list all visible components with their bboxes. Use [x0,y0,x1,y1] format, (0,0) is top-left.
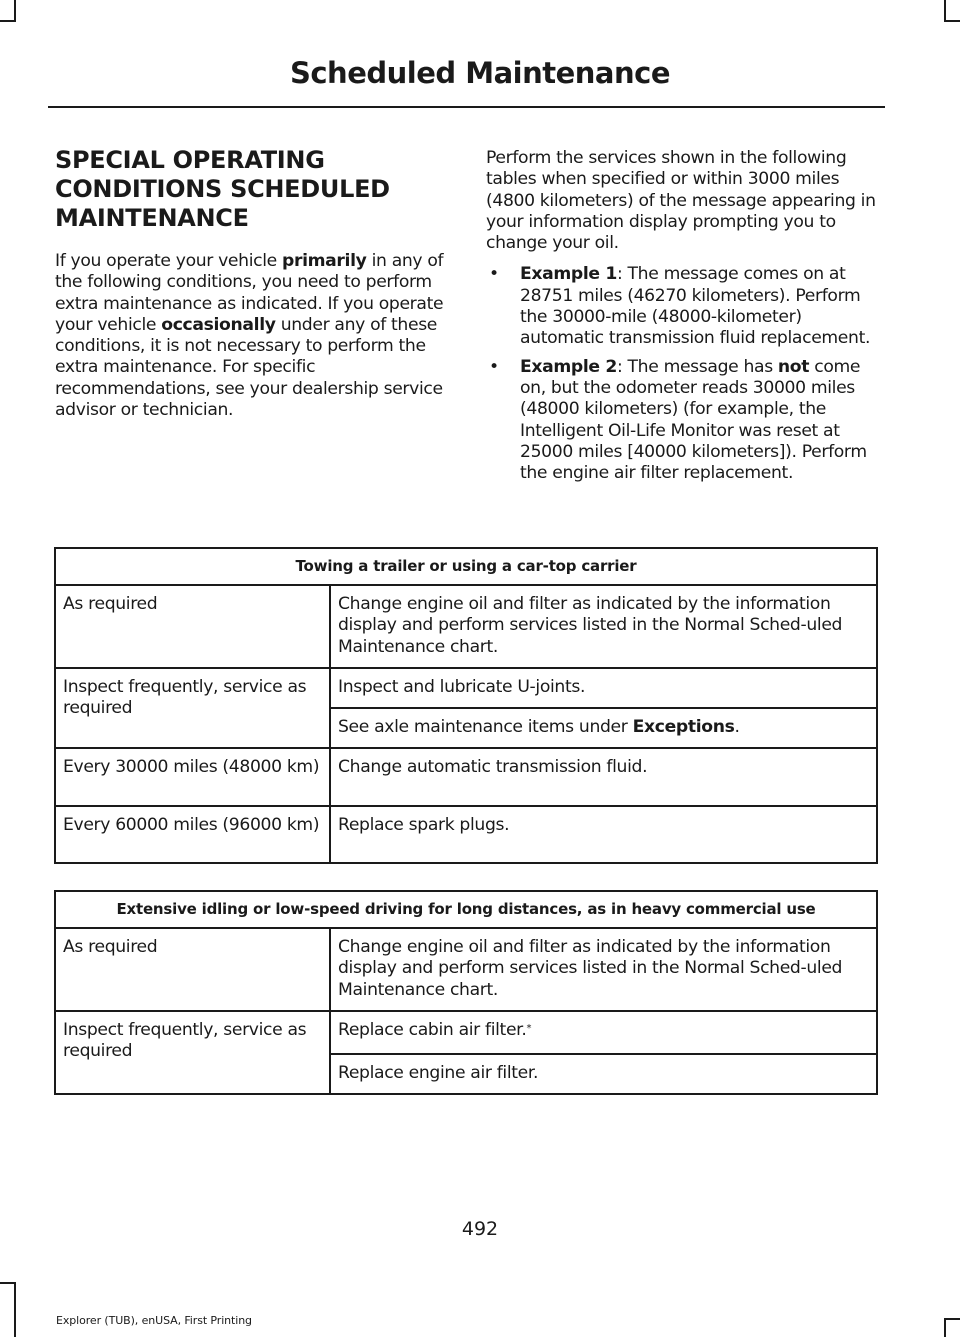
emphasis-primarily: primarily [282,251,367,271]
example-label: Example 1 [520,264,617,285]
example-item [486,264,882,349]
section-heading-line: CONDITIONS SCHEDULED [55,175,390,203]
intro-text: If you operate your vehicle [55,251,282,271]
example-text: : The message comes on at 28751 miles (46270 kilometers). Perform the 30000-mile (48000-kilometer) automatic transmission fluid replacement. [520,264,871,349]
action-cell: Replace engine air filter. [330,1054,877,1094]
section-heading [55,146,450,233]
interval-cell: Every 30000 miles (48000 km) [55,748,330,806]
crop-mark [0,20,16,22]
emphasis-occasionally: occasionally [161,314,276,335]
right-column [486,148,882,491]
table-row [55,806,877,863]
table-title: Extensive idling or low-speed driving for long distances, as in heavy commercial use [55,891,877,928]
interval-cell: As required [55,585,330,668]
table-row [55,1011,877,1054]
crop-mark [0,1282,16,1284]
action-cell: Change automatic transmission fluid. [330,748,877,806]
crop-mark [944,1318,960,1320]
emphasis-not: not [777,356,810,377]
table-row [55,748,877,806]
interval-cell: Inspect frequently, service as required [55,668,330,749]
towing-maintenance-table [54,547,878,864]
crop-mark [944,20,960,22]
page-number: 492 [461,1218,499,1240]
bullet-dot: • [489,264,499,285]
example-text: : The message has [616,356,778,377]
interval-cell: Inspect frequently, service as required [55,1011,330,1094]
table-row [55,668,877,708]
footnote-mark: * [526,1022,532,1034]
table-row [55,585,877,668]
intro-text: in any of the following conditions, you need to perform extra maintenance as indicated. If you operate your vehicle [55,251,444,335]
bullet-dot: • [489,356,499,377]
table-header-row [55,548,877,585]
action-text: . [734,717,740,738]
action-cell: Replace spark plugs. [330,806,877,863]
right-paragraph: Perform the services shown in the following tables when specified or within 3000 miles (4800 kilometers) of the message appearing in your information display prompting you to change your oil. [486,148,876,254]
page-header-title: Scheduled Maintenance [289,56,671,90]
example-text: come on, but the odometer reads 30000 miles (48000 kilometers) (for example, the Intelligent Oil-Life Monitor was reset at 25000 miles [40000 kilometers]). Perform the engine air filter replacement. [520,356,867,484]
example-label: Example 2 [520,356,617,377]
header-rule [48,106,885,108]
left-column [55,146,450,421]
table-row [55,928,877,1011]
action-cell [330,708,877,748]
interval-cell: Every 60000 miles (96000 km) [55,806,330,863]
action-cell: Inspect and lubricate U-joints. [330,668,877,708]
crop-mark [944,0,946,22]
interval-cell: As required [55,928,330,1011]
action-cell: Change engine oil and filter as indicated by the information display and perform services listed in the Normal Sched-uled Maintenance chart. [330,585,877,668]
intro-text: under any of these conditions, it is not necessary to perform the extra maintenance. For specific recommendations, see your dealership service advisor or technician. [55,314,443,421]
section-heading-line: MAINTENANCE [55,204,249,232]
edition-label: Explorer (TUB), enUSA, First Printing [56,1314,252,1327]
action-cell [330,1011,877,1054]
action-text: See axle maintenance items under [338,717,633,738]
action-cell: Change engine oil and filter as indicated by the information display and perform services listed in the Normal Sched-uled Maintenance chart. [330,928,877,1011]
section-heading-line: SPECIAL OPERATING [55,146,325,174]
examples-list [486,264,882,484]
crop-mark [14,0,16,22]
table-title: Towing a trailer or using a car-top carrier [55,548,877,585]
intro-paragraph [55,251,450,421]
exceptions-reference: Exceptions [632,717,735,738]
crop-mark [14,1282,16,1337]
action-text: Replace cabin air filter. [338,1019,527,1040]
crop-mark [944,1318,946,1337]
idling-maintenance-table [54,890,878,1095]
table-header-row [55,891,877,928]
example-item [486,357,882,485]
